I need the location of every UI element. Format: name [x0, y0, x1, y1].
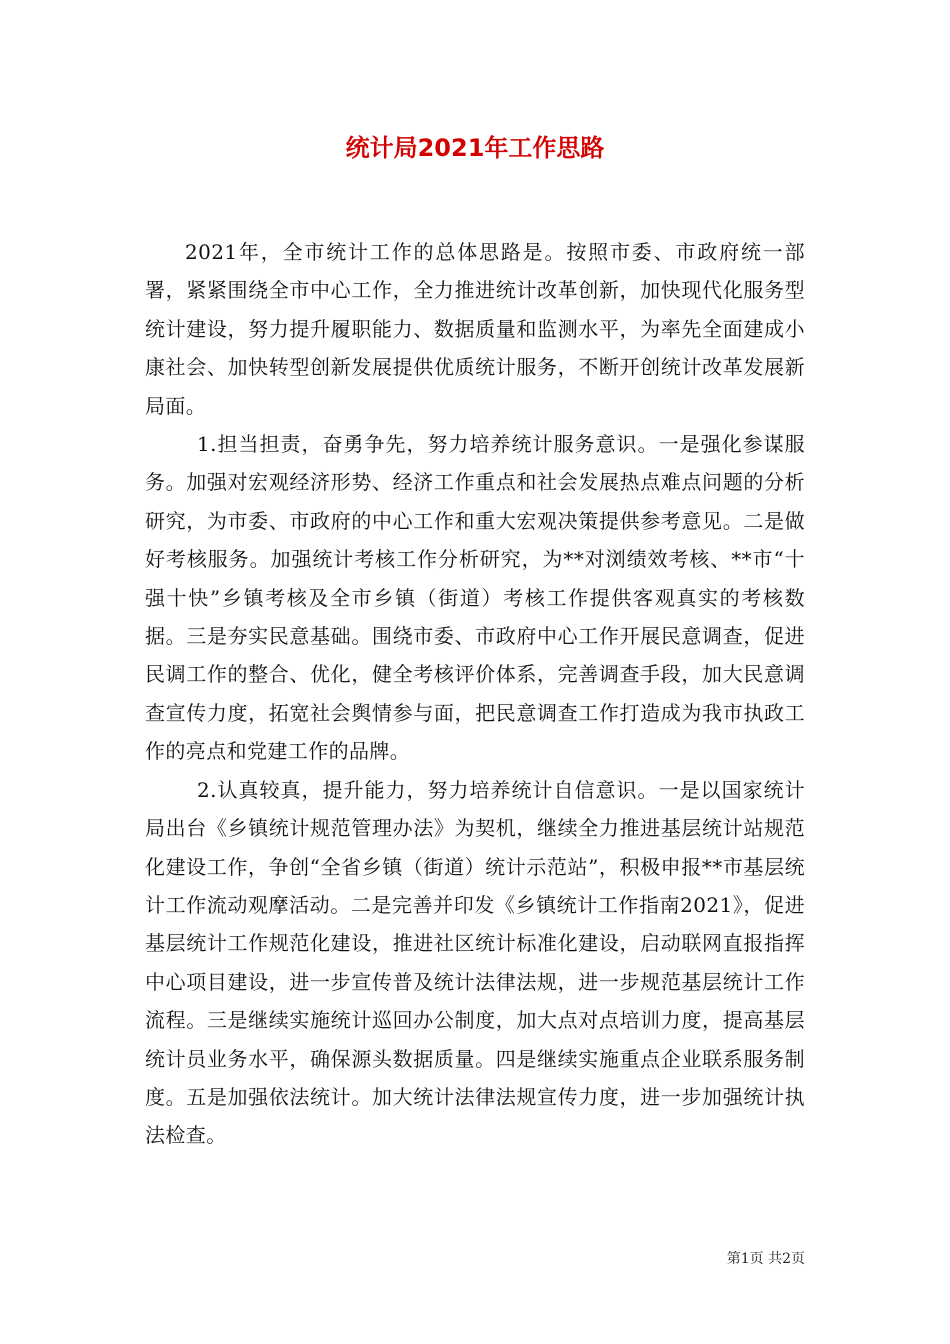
page-number: 第1页 共2页	[726, 1251, 805, 1267]
document-body	[145, 233, 805, 1155]
document-title: 统计局2021年工作思路	[345, 134, 605, 162]
section-1-paragraph: 1.担当担责，奋勇争先，努力培养统计服务意识。一是强化参谋服务。加强对宏观经济形势、经济工作重点和社会发展热点难点问题的分析研究，为市委、市政府的中心工作和重大宏观决策提供参考意见。二是做好考核服务。加强统计考核工作分析研究，为**对浏绩效考核、**市“十强十快”乡镇考核及全市乡镇（街道）考核工作提供客观真实的考核数据。三是夯实民意基础。围绕市委、市政府中心工作开展民意调查，促进民调工作的整合、优化，健全考核评价体系，完善调查手段，加大民意调查宣传力度，拓宽社会舆情参与面，把民意调查工作打造成为我市执政工作的亮点和党建工作的品牌。	[145, 432, 805, 764]
intro-paragraph: 2021年，全市统计工作的总体思路是。按照市委、市政府统一部署，紧紧围绕全市中心工作，全力推进统计改革创新，加快现代化服务型统计建设，努力提升履职能力、数据质量和监测水平，为率先全面建成小康社会、加快转型创新发展提供优质统计服务，不断开创统计改革发展新局面。	[145, 240, 805, 418]
section-2-paragraph: 2.认真较真，提升能力，努力培养统计自信意识。一是以国家统计局出台《乡镇统计规范管理办法》为契机，继续全力推进基层统计站规范化建设工作，争创“全省乡镇（街道）统计示范站”，积极申报**市基层统计工作流动观摩活动。二是完善并印发《乡镇统计工作指南2021》，促进基层统计工作规范化建设，推进社区统计标准化建设，启动联网直报指挥中心项目建设，进一步宣传普及统计法律法规，进一步规范基层统计工作流程。三是继续实施统计巡回办公制度，加大点对点培训力度，提高基层统计员业务水平，确保源头数据质量。四是继续实施重点企业联系服务制度。五是加强依法统计。加大统计法律法规宣传力度，进一步加强统计执法检查。	[145, 777, 805, 1148]
